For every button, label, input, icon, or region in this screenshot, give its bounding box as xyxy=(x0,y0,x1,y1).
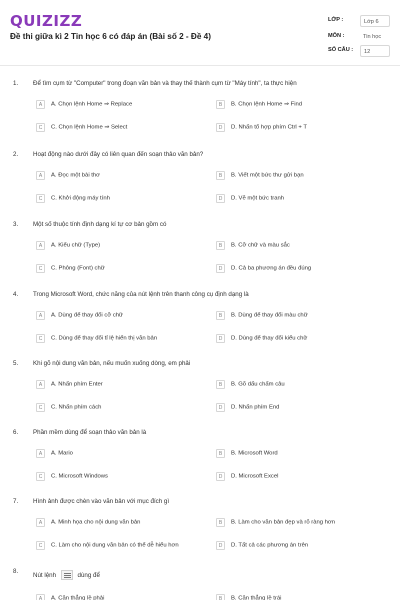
document-title: Đề thi giữa kì 2 Tin học 6 có đáp án (Bài số 2 - Đề 4) xyxy=(10,32,211,41)
option-b[interactable] xyxy=(216,311,308,320)
option-text: C. Chọn lệnh Home ⇒ Select xyxy=(51,124,128,131)
option-text: B. Viết một bức thư gửi bạn xyxy=(231,172,304,179)
question-text: Một số thuộc tính định dạng kí tự cơ bản gồm có xyxy=(33,221,167,228)
meta-label: LỚP : xyxy=(328,17,344,23)
option-c[interactable] xyxy=(36,264,105,273)
question-text: Khi gõ nội dung văn bản, nếu muốn xuống dòng, em phải xyxy=(33,360,191,367)
option-letter: D xyxy=(216,264,225,273)
option-b[interactable] xyxy=(216,380,285,389)
option-text: D. Microsoft Excel xyxy=(231,473,279,480)
option-text: D. Cả ba phương án đều đúng xyxy=(231,265,312,272)
option-d[interactable] xyxy=(216,334,307,343)
option-letter: B xyxy=(216,171,225,180)
option-c[interactable] xyxy=(36,472,108,481)
option-c[interactable] xyxy=(36,403,101,412)
option-letter: A xyxy=(36,241,45,250)
option-a[interactable] xyxy=(36,100,132,109)
option-letter: C xyxy=(36,123,45,132)
option-letter: A xyxy=(36,594,45,600)
question-text: Hoạt động nào dưới đây có liên quan đến soạn thảo văn bản? xyxy=(33,151,204,158)
option-letter: A xyxy=(36,100,45,109)
meta-count xyxy=(328,44,394,58)
option-letter: C xyxy=(36,194,45,203)
option-letter: B xyxy=(216,380,225,389)
question-text-before: Nút lệnh xyxy=(33,571,57,579)
question-text: Hình ảnh được chèn vào văn bản với mục đích gì xyxy=(33,498,170,505)
meta-label: MÔN : xyxy=(328,33,345,39)
question-number: 5. xyxy=(13,360,19,367)
option-b[interactable] xyxy=(216,594,281,600)
option-text: B. Microsoft Word xyxy=(231,450,278,457)
option-text: A. Mario xyxy=(51,450,73,457)
option-letter: B xyxy=(216,100,225,109)
option-text: B. Gõ dấu chấm câu xyxy=(231,381,285,388)
align-justify-icon xyxy=(61,570,73,580)
option-d[interactable] xyxy=(216,472,278,481)
option-letter: D xyxy=(216,541,225,550)
question-number: 8. xyxy=(13,568,19,575)
option-letter: D xyxy=(216,194,225,203)
option-letter: D xyxy=(216,403,225,412)
option-c[interactable] xyxy=(36,334,157,343)
option-letter: B xyxy=(216,311,225,320)
option-b[interactable] xyxy=(216,171,304,180)
option-letter: C xyxy=(36,334,45,343)
header-divider xyxy=(0,65,400,66)
option-letter: C xyxy=(36,472,45,481)
option-c[interactable] xyxy=(36,541,179,550)
question-text xyxy=(33,570,100,580)
option-a[interactable] xyxy=(36,449,73,458)
question-number: 7. xyxy=(13,498,19,505)
option-a[interactable] xyxy=(36,311,123,320)
option-letter: A xyxy=(36,380,45,389)
option-text: B. Căn thẳng lề trái xyxy=(231,595,282,600)
option-text: D. Tất cả các phương án trên xyxy=(231,542,309,549)
option-a[interactable] xyxy=(36,594,104,600)
option-c[interactable] xyxy=(36,194,110,203)
question-number: 1. xyxy=(13,80,19,87)
question-number: 6. xyxy=(13,429,19,436)
option-text: D. Vẽ một bức tranh xyxy=(231,195,285,202)
question-text: Để tìm cụm từ "Computer" trong đoạn văn bản và thay thế thành cụm từ "Máy tính", ta thực hiện xyxy=(33,80,297,87)
option-text: A. Nhấn phím Enter xyxy=(51,381,103,388)
option-a[interactable] xyxy=(36,518,140,527)
meta-label: SỐ CÂU : xyxy=(328,47,354,53)
question-number: 3. xyxy=(13,221,19,228)
meta-class xyxy=(328,14,394,28)
page-header xyxy=(0,0,400,66)
option-text: C. Khởi động máy tính xyxy=(51,195,110,202)
option-a[interactable] xyxy=(36,241,100,250)
option-a[interactable] xyxy=(36,380,103,389)
option-text: A. Căn thẳng lề phải xyxy=(51,595,105,600)
option-text: A. Dùng để thay đổi cỡ chữ xyxy=(51,312,123,319)
option-text: B. Cỡ chữ và màu sắc xyxy=(231,242,290,249)
option-letter: A xyxy=(36,518,45,527)
question-text: Phần mềm dùng để soạn thảo văn bản là xyxy=(33,429,147,436)
option-d[interactable] xyxy=(216,123,307,132)
option-text: B. Làm cho văn bản đẹp và rõ ràng hơn xyxy=(231,519,336,526)
option-letter: B xyxy=(216,594,225,600)
option-d[interactable] xyxy=(216,403,279,412)
option-text: C. Microsoft Windows xyxy=(51,473,108,480)
question-number: 4. xyxy=(13,291,19,298)
option-letter: A xyxy=(36,311,45,320)
option-letter: A xyxy=(36,171,45,180)
option-text: D. Nhấn phím End xyxy=(231,404,280,411)
option-text: D. Dùng để thay đổi kiểu chữ xyxy=(231,335,308,342)
option-text: B. Dùng để thay đổi màu chữ xyxy=(231,312,308,319)
option-text: C. Phông (Font) chữ xyxy=(51,265,105,272)
question-number: 2. xyxy=(13,151,19,158)
option-letter: B xyxy=(216,241,225,250)
option-c[interactable] xyxy=(36,123,127,132)
meta-subject xyxy=(328,30,394,44)
option-b[interactable] xyxy=(216,100,302,109)
option-text: C. Nhấn phím cách xyxy=(51,404,102,411)
meta-value: Lớp 6 xyxy=(360,15,390,27)
option-letter: C xyxy=(36,264,45,273)
option-text: A. Minh họa cho nội dung văn bản xyxy=(51,519,141,526)
option-letter: C xyxy=(36,541,45,550)
option-text: A. Đọc một bài thơ xyxy=(51,172,101,179)
option-d[interactable] xyxy=(216,541,308,550)
option-text: C. Dùng để thay đổi tỉ lệ hiển thị văn bản xyxy=(51,335,158,342)
quizizz-logo: QUIZIZZ xyxy=(10,12,83,30)
option-d[interactable] xyxy=(216,194,284,203)
question-text: Trong Microsoft Word, chức năng của nút lệnh trên thanh công cụ định dạng là xyxy=(33,291,249,298)
option-b[interactable] xyxy=(216,518,335,527)
option-text: C. Làm cho nội dung văn bản có thể dễ hiểu hơn xyxy=(51,542,179,549)
option-text: A. Chọn lệnh Home ⇒ Replace xyxy=(51,101,133,108)
option-letter: B xyxy=(216,449,225,458)
option-letter: C xyxy=(36,403,45,412)
option-b[interactable] xyxy=(216,449,278,458)
option-letter: D xyxy=(216,123,225,132)
option-letter: D xyxy=(216,334,225,343)
question-text-after: dùng để xyxy=(77,571,100,579)
meta-value: 12 xyxy=(360,45,390,57)
option-a[interactable] xyxy=(36,171,100,180)
option-text: D. Nhấn tổ hợp phím Ctrl + T xyxy=(231,124,307,131)
option-letter: B xyxy=(216,518,225,527)
option-text: B. Chọn lệnh Home ⇒ Find xyxy=(231,101,303,108)
option-b[interactable] xyxy=(216,241,290,250)
option-d[interactable] xyxy=(216,264,311,273)
meta-value: Tin học xyxy=(363,34,382,40)
option-letter: A xyxy=(36,449,45,458)
option-text: A. Kiểu chữ (Type) xyxy=(51,242,101,249)
option-letter: D xyxy=(216,472,225,481)
